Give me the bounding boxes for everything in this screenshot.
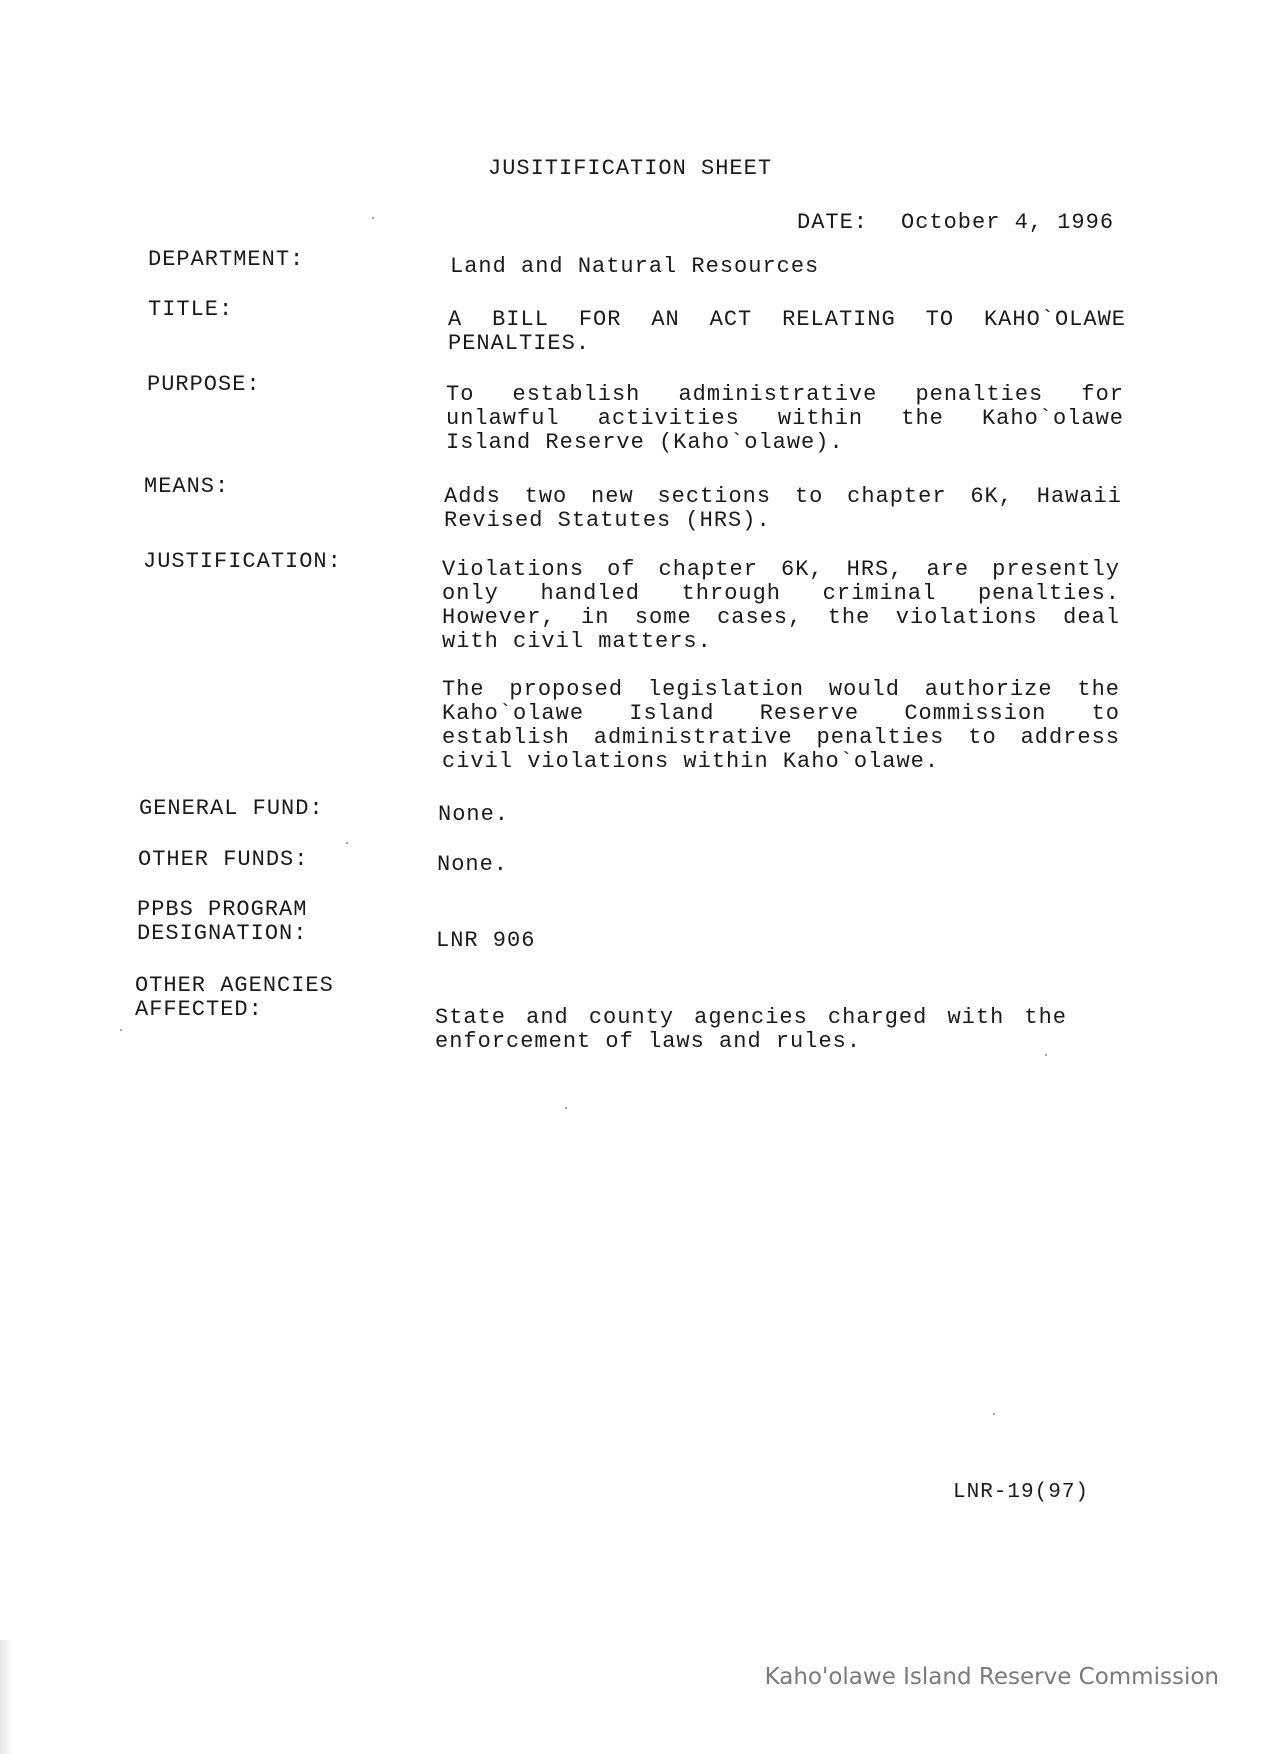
justification-paragraph-1: Violations of chapter 6K, HRS, are presently only handled through criminal penalties. However, in some cases, the violations deal with civil matters. bbox=[442, 557, 1120, 654]
scan-speck bbox=[120, 1029, 122, 1031]
department-text: Land and Natural Resources bbox=[450, 254, 820, 279]
general-fund-label: GENERAL FUND: bbox=[139, 796, 324, 821]
scan-edge-shadow bbox=[0, 1640, 14, 1754]
department-value bbox=[450, 255, 1130, 279]
date-label: DATE: bbox=[797, 210, 869, 235]
scan-speck bbox=[565, 1107, 567, 1109]
date-row bbox=[797, 211, 1114, 235]
justification-value bbox=[442, 558, 1120, 774]
date-value: October 4, 1996 bbox=[901, 210, 1115, 235]
scan-speck bbox=[372, 217, 374, 219]
justification-label: JUSTIFICATION: bbox=[143, 549, 342, 574]
ppbs-text: LNR 906 bbox=[436, 928, 536, 953]
purpose-label: PURPOSE: bbox=[147, 372, 261, 397]
other-funds-text: None. bbox=[437, 852, 509, 877]
scan-speck bbox=[346, 842, 348, 844]
means-value bbox=[444, 485, 1122, 533]
title-text: A BILL FOR AN ACT RELATING TO KAHO`OLAWE PENALTIES. bbox=[448, 307, 1126, 356]
ppbs-value bbox=[436, 929, 1116, 953]
scan-speck bbox=[993, 1413, 995, 1415]
other-agencies-value bbox=[435, 1006, 1067, 1054]
ppbs-label: PPBS PROGRAM DESIGNATION: bbox=[137, 897, 308, 946]
watermark: Kaho'olawe Island Reserve Commission bbox=[764, 1664, 1219, 1690]
other-agencies-text: State and county agencies charged with the enforcement of laws and rules. bbox=[435, 1005, 1067, 1054]
scan-speck bbox=[1045, 1054, 1047, 1056]
general-fund-value bbox=[438, 803, 1118, 827]
general-fund-text: None. bbox=[438, 802, 510, 827]
purpose-text: To establish administrative penalties for unlawful activities within the Kaho`olawe Island Reserve (Kaho`olawe). bbox=[446, 382, 1124, 455]
title-label: TITLE: bbox=[148, 297, 234, 322]
title-value bbox=[448, 308, 1126, 356]
means-text: Adds two new sections to chapter 6K, Hawaii Revised Statutes (HRS). bbox=[444, 484, 1122, 533]
other-agencies-label: OTHER AGENCIES AFFECTED: bbox=[135, 973, 334, 1022]
purpose-value bbox=[446, 383, 1124, 455]
justification-paragraph-2: The proposed legislation would authorize the Kaho`olawe Island Reserve Commission to establish administrative penalties to address civil violations within Kaho`olawe. bbox=[442, 677, 1120, 774]
department-label: DEPARTMENT: bbox=[148, 247, 305, 272]
document-title: JUSITIFICATION SHEET bbox=[488, 156, 773, 181]
other-funds-label: OTHER FUNDS: bbox=[138, 847, 309, 872]
form-code: LNR-19(97) bbox=[953, 1481, 1090, 1504]
means-label: MEANS: bbox=[144, 474, 230, 499]
other-funds-value bbox=[437, 853, 1117, 877]
